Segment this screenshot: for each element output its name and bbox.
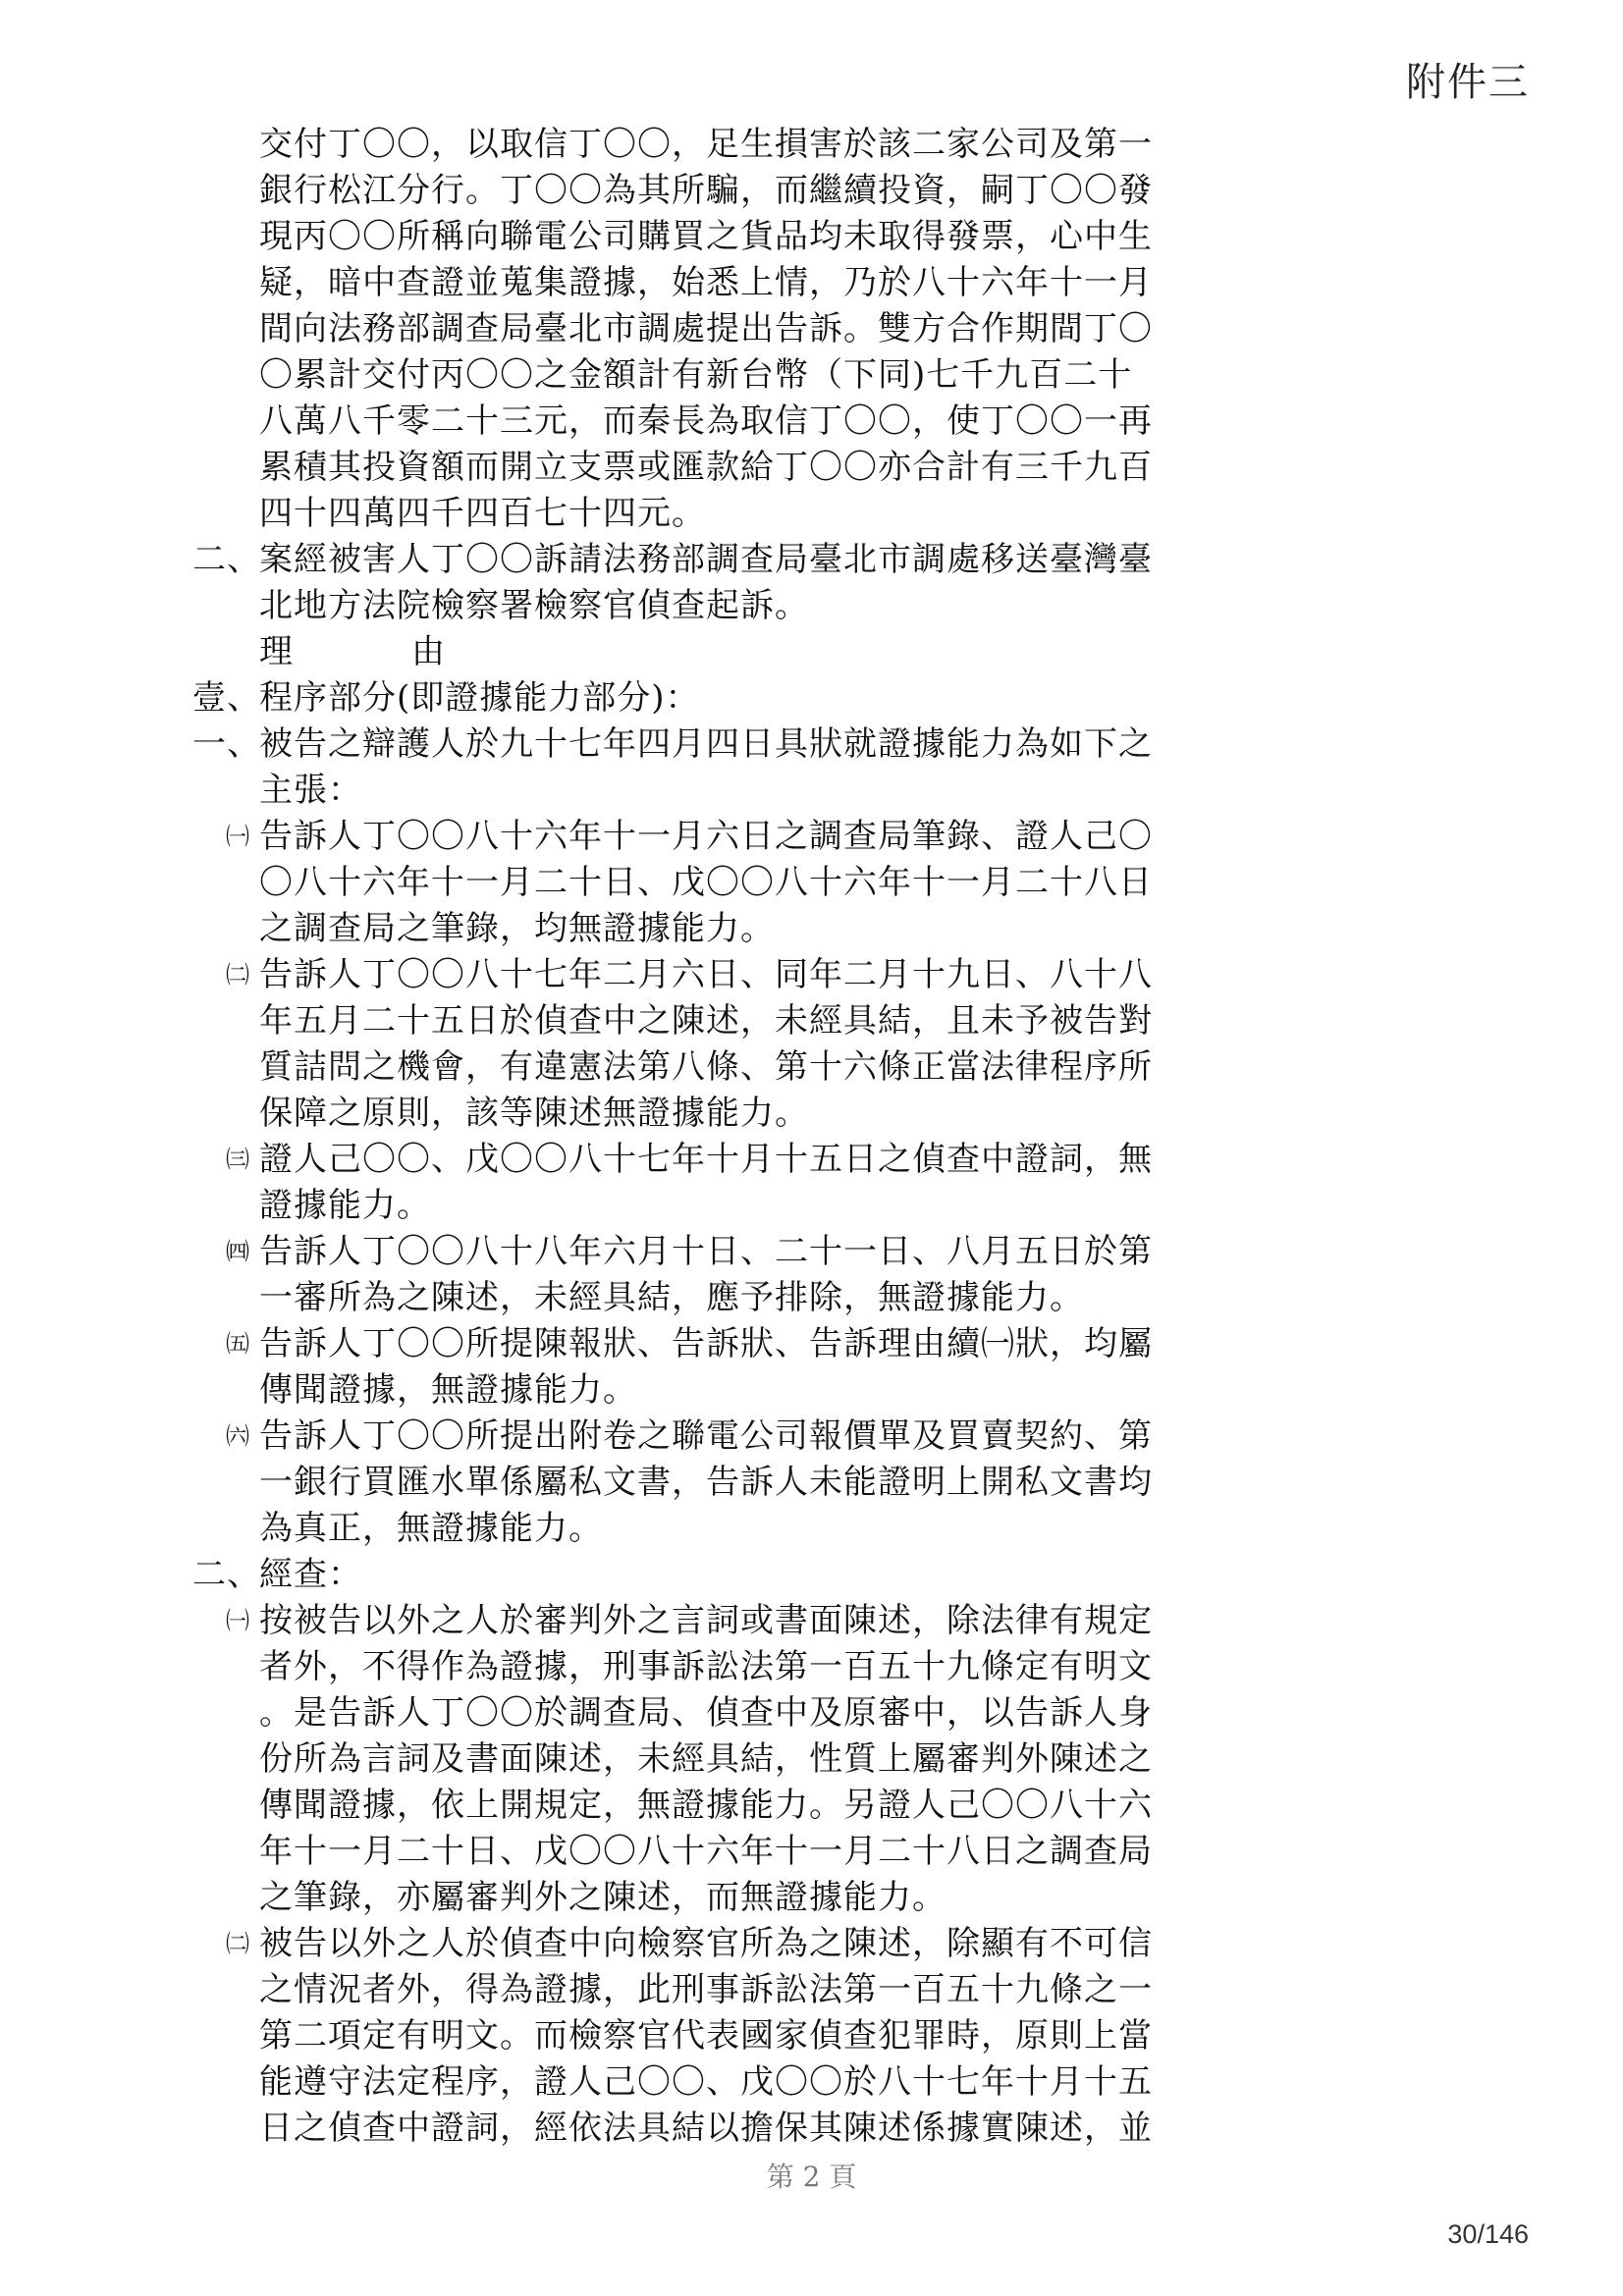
- body-line: 疑，暗中查證並蒐集證據，始悉上情，乃於八十六年十一月: [259, 263, 1153, 302]
- body-line: 八萬八千零二十三元，而秦長為取信丁〇〇，使丁〇〇一再: [259, 401, 1153, 441]
- item-marker: 一、: [192, 724, 261, 764]
- page-number-label: 第 2 頁: [766, 2161, 857, 2193]
- subitem-text: 告訴人丁〇〇八十六年十一月六日之調查局筆錄、證人己〇: [259, 817, 1153, 856]
- body-line: 年十一月二十日、戊〇〇八十六年十一月二十八日之調查局: [259, 1832, 1153, 1871]
- body-line: 者外，不得作為證據，刑事訴訟法第一百五十九條定有明文: [259, 1647, 1153, 1686]
- subitem: [192, 1321, 1153, 1367]
- body-line: 之調查局之筆錄，均無證據能力。: [259, 909, 775, 948]
- body-line: 之筆錄，亦屬審判外之陳述，而無證據能力。: [259, 1878, 947, 1917]
- body-line: 保障之原則，該等陳述無證據能力。: [259, 1094, 809, 1133]
- subitem-marker: ㈠: [226, 823, 249, 850]
- reason-heading-right: 由: [411, 632, 446, 671]
- point-one: [192, 721, 1153, 768]
- subitem: [192, 1137, 1153, 1183]
- section-one-heading: [192, 675, 1135, 721]
- subitem-marker: ㈠: [226, 1607, 249, 1634]
- subitem-text: 告訴人丁〇〇八十七年二月六日、同年二月十九日、八十八: [259, 955, 1153, 994]
- subitem-marker: ㈡: [226, 961, 249, 988]
- body-line: 日之偵查中證詞，經依法具結以擔保其陳述係據實陳述，並: [259, 2109, 1153, 2148]
- subitem: [192, 814, 1153, 860]
- item-marker: 二、: [192, 1555, 261, 1594]
- body-line: 證據能力。: [259, 1186, 431, 1225]
- subitem: [192, 952, 1153, 998]
- subitem-text: 按被告以外之人於審判外之言詞或書面陳述，除法律有規定: [259, 1601, 1153, 1640]
- subitem: [192, 1598, 1153, 1644]
- body-line: 傳聞證據，無證據能力。: [259, 1370, 637, 1410]
- body-line: 現丙〇〇所稱向聯電公司購買之貨品均未取得發票，心中生: [259, 217, 1153, 256]
- body-line: 交付丁〇〇，以取信丁〇〇，足生損害於該二家公司及第一: [259, 125, 1153, 164]
- body-line: 之情況者外，得為證據，此刑事訴訟法第一百五十九條之一: [259, 1970, 1153, 2009]
- reason-heading: [192, 629, 1135, 675]
- subitem-text: 告訴人丁〇〇所提出附卷之聯電公司報價單及買賣契約、第: [259, 1416, 1153, 1456]
- subitem-marker: ㈣: [226, 1238, 249, 1265]
- body-line: 間向法務部調查局臺北市調處提出告訴。雙方合作期間丁〇: [259, 309, 1153, 348]
- body-line: 銀行松江分行。丁〇〇為其所騙，而繼續投資，嗣丁〇〇發: [259, 171, 1153, 210]
- subitem-text: 證人己〇〇、戊〇〇八十七年十月十五日之偵查中證詞，無: [259, 1140, 1153, 1179]
- item-text: 案經被害人丁〇〇訴請法務部調查局臺北市調處移送臺灣臺: [259, 540, 1153, 579]
- subitem-text: 被告以外之人於偵查中向檢察官所為之陳述，除顯有不可信: [259, 1924, 1153, 1963]
- section-title: 程序部分(即證據能力部分)：: [259, 678, 700, 718]
- item-marker: 二、: [192, 540, 261, 579]
- body-line: 傳聞證據，依上開規定，無證據能力。另證人己〇〇八十六: [259, 1786, 1153, 1825]
- body-line: 〇八十六年十一月二十日、戊〇〇八十六年十一月二十八日: [259, 863, 1153, 902]
- body-line: 一銀行買匯水單係屬私文書，告訴人未能證明上開私文書均: [259, 1463, 1153, 1502]
- subitem-marker: ㈤: [226, 1330, 249, 1358]
- body-line: 累積其投資額而開立支票或匯款給丁〇〇亦合計有三千九百: [259, 448, 1153, 487]
- subitem-text: 告訴人丁〇〇所提陳報狀、告訴狀、告訴理由續㈠狀，均屬: [259, 1324, 1153, 1363]
- item-text: 經查：: [259, 1555, 362, 1594]
- body-line: 第二項定有明文。而檢察官代表國家偵查犯罪時，原則上當: [259, 2016, 1153, 2056]
- reason-heading-left: 理: [259, 632, 294, 671]
- page-count: 30/146: [1447, 2219, 1529, 2249]
- item-two: [192, 537, 1153, 583]
- body-line: 質詰問之機會，有違憲法第八條、第十六條正當法律程序所: [259, 1047, 1153, 1087]
- body-line: 能遵守法定程序，證人己〇〇、戊〇〇於八十七年十月十五: [259, 2062, 1153, 2102]
- body-line: 一審所為之陳述，未經具結，應予排除，無證據能力。: [259, 1278, 1084, 1317]
- subitem-marker: ㈢: [226, 1146, 249, 1173]
- annex-label: 附件三: [1406, 60, 1530, 105]
- document-body: [192, 122, 1153, 2152]
- subitem: [192, 1229, 1153, 1275]
- body-line: 〇累計交付丙〇〇之金額計有新台幣（下同)七千九百二十: [259, 355, 1133, 395]
- body-line: 為真正，無證據能力。: [259, 1509, 603, 1548]
- body-line: 北地方法院檢察署檢察官偵查起訴。: [259, 586, 809, 625]
- subitem-marker: ㈥: [226, 1422, 249, 1450]
- body-line: 四十四萬四千四百七十四元。: [259, 494, 706, 533]
- point-two: [192, 1552, 1135, 1598]
- subitem-marker: ㈡: [226, 1930, 249, 1957]
- subitem: [192, 1414, 1153, 1460]
- body-line: 主張：: [259, 771, 362, 810]
- body-line: 份所為言詞及書面陳述，未經具結，性質上屬審判外陳述之: [259, 1739, 1153, 1779]
- section-marker: 壹、: [192, 678, 261, 718]
- subitem-text: 告訴人丁〇〇八十八年六月十日、二十一日、八月五日於第: [259, 1232, 1153, 1271]
- body-line: 。是告訴人丁〇〇於調查局、偵查中及原審中，以告訴人身: [259, 1693, 1153, 1733]
- subitem: [192, 1921, 1153, 1967]
- body-line: 年五月二十五日於偵查中之陳述，未經具結，且未予被告對: [259, 1001, 1153, 1041]
- item-text: 被告之辯護人於九十七年四月四日具狀就證據能力為如下之: [259, 724, 1153, 764]
